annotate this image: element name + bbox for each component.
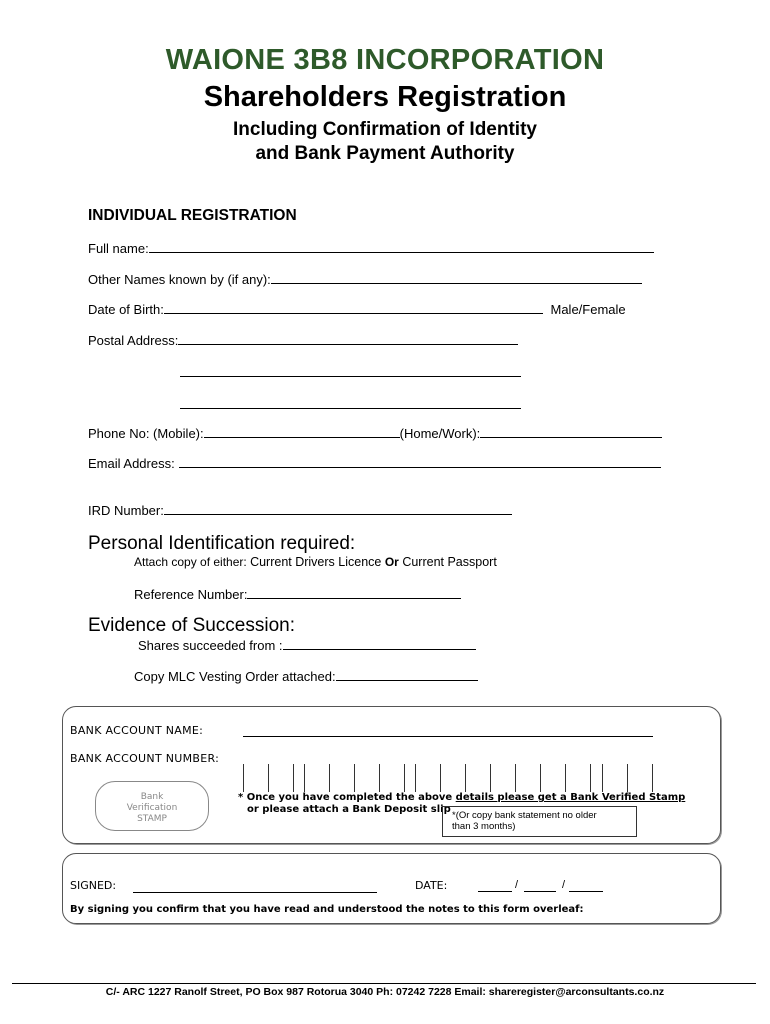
bank-account-name-label: BANK ACCOUNT NAME: <box>70 724 204 737</box>
signing-confirmation: By signing you confirm that you have read and understood the notes to this form overleaf: <box>70 904 584 915</box>
shares-from-row <box>138 637 476 653</box>
email-label: Email Address: <box>88 456 175 471</box>
account-digit-cell[interactable] <box>490 764 515 792</box>
phone-home-label: (Home/Work): <box>399 426 481 441</box>
bank-instruction-link: details please get a Bank Verified Stamp <box>455 792 686 803</box>
other-names-field[interactable] <box>271 271 642 284</box>
dob-field[interactable] <box>164 301 543 314</box>
bank-statement-note <box>442 806 637 837</box>
mlc-row <box>134 668 478 684</box>
mlc-field[interactable] <box>336 668 478 681</box>
email-row <box>88 455 661 471</box>
note-line-2: than 3 months) <box>452 821 516 832</box>
account-digit-cell[interactable] <box>415 764 440 792</box>
identification-heading: Personal Identification required: <box>88 533 356 554</box>
postal-field-1[interactable] <box>178 332 518 345</box>
date-separator-1: / <box>515 879 519 891</box>
bank-account-number-label: BANK ACCOUNT NUMBER: <box>70 752 220 765</box>
postal-field-3[interactable] <box>180 396 521 409</box>
reference-label: Reference Number: <box>134 587 248 602</box>
full-name-label: Full name: <box>88 241 149 256</box>
phone-mobile-label: Phone No: (Mobile): <box>88 426 204 441</box>
full-name-row <box>88 240 654 256</box>
attach-option-licence: Current Drivers Licence <box>250 555 385 569</box>
reference-row <box>134 586 461 602</box>
account-digit-cell[interactable] <box>627 764 653 792</box>
bank-instruction-prefix: * Once you have completed the above <box>238 792 456 803</box>
phone-home-field[interactable] <box>480 425 662 438</box>
ird-label: IRD Number: <box>88 503 164 518</box>
individual-heading: INDIVIDUAL REGISTRATION <box>88 207 297 224</box>
footer-divider <box>12 983 756 984</box>
attach-instruction <box>134 555 497 569</box>
account-digit-cell[interactable] <box>465 764 490 792</box>
stamp-line-1: Bank <box>140 792 164 802</box>
shares-from-label: Shares succeeded from : <box>138 638 283 653</box>
signed-label: SIGNED: <box>70 879 117 892</box>
other-names-row <box>88 271 642 287</box>
account-digit-cell[interactable] <box>515 764 540 792</box>
account-digit-cell[interactable] <box>602 764 627 792</box>
account-digit-cell[interactable] <box>540 764 565 792</box>
bank-instruction <box>238 792 685 803</box>
bank-verification-stamp <box>95 781 209 831</box>
account-digit-cell[interactable] <box>440 764 465 792</box>
subtitle-line-1: Including Confirmation of Identity <box>233 119 537 140</box>
footer-contact: C/- ARC 1227 Ranolf Street, PO Box 987 Rotorua 3040 Ph: 07242 7228 Email: shareregister@arconsultants.co.nz <box>105 986 665 998</box>
mlc-label: Copy MLC Vesting Order attached: <box>134 669 336 684</box>
full-name-field[interactable] <box>149 240 654 253</box>
attach-or: Or <box>384 555 399 569</box>
ird-row <box>88 502 512 518</box>
account-digit-cell[interactable] <box>379 764 405 792</box>
reference-field[interactable] <box>247 586 461 599</box>
note-line-1: *(Or copy bank statement no older <box>452 810 597 821</box>
date-month-field[interactable] <box>524 891 556 892</box>
stamp-line-2: Verification <box>126 803 178 813</box>
stamp-line-3: STAMP <box>137 814 167 824</box>
account-digit-cell[interactable] <box>304 764 329 792</box>
bank-account-name-field[interactable] <box>243 736 653 737</box>
bank-instruction-line-2: or please attach a Bank Deposit slip <box>247 804 451 815</box>
dob-label: Date of Birth: <box>88 302 164 317</box>
account-digit-cell[interactable] <box>354 764 379 792</box>
account-digit-cell[interactable] <box>329 764 354 792</box>
dob-row <box>88 301 626 317</box>
date-day-field[interactable] <box>478 891 512 892</box>
form-subtitle <box>0 118 770 166</box>
other-names-label: Other Names known by (if any): <box>88 272 271 287</box>
postal-row <box>88 332 518 348</box>
account-digit-cell[interactable] <box>268 764 294 792</box>
date-separator-2: / <box>562 879 566 891</box>
attach-prefix: Attach copy of either: <box>134 555 251 569</box>
attach-option-passport: Current Passport <box>398 555 497 569</box>
signed-field[interactable] <box>133 892 377 893</box>
succession-heading: Evidence of Succession: <box>88 615 296 636</box>
account-digit-cell[interactable] <box>565 764 591 792</box>
phone-mobile-field[interactable] <box>204 425 400 438</box>
postal-label: Postal Address: <box>88 333 179 348</box>
account-digit-cell[interactable] <box>243 764 268 792</box>
postal-field-2[interactable] <box>180 364 521 377</box>
form-title: Shareholders Registration <box>203 81 567 113</box>
date-year-field[interactable] <box>569 891 603 892</box>
phone-row <box>88 425 662 441</box>
email-field[interactable] <box>179 455 661 468</box>
shares-from-field[interactable] <box>283 637 476 650</box>
company-name: WAIONE 3B8 INCORPORATION <box>165 44 605 76</box>
gender-label[interactable]: Male/Female <box>550 302 626 317</box>
subtitle-line-2: and Bank Payment Authority <box>255 143 515 164</box>
ird-field[interactable] <box>164 502 512 515</box>
date-label: DATE: <box>415 879 448 892</box>
